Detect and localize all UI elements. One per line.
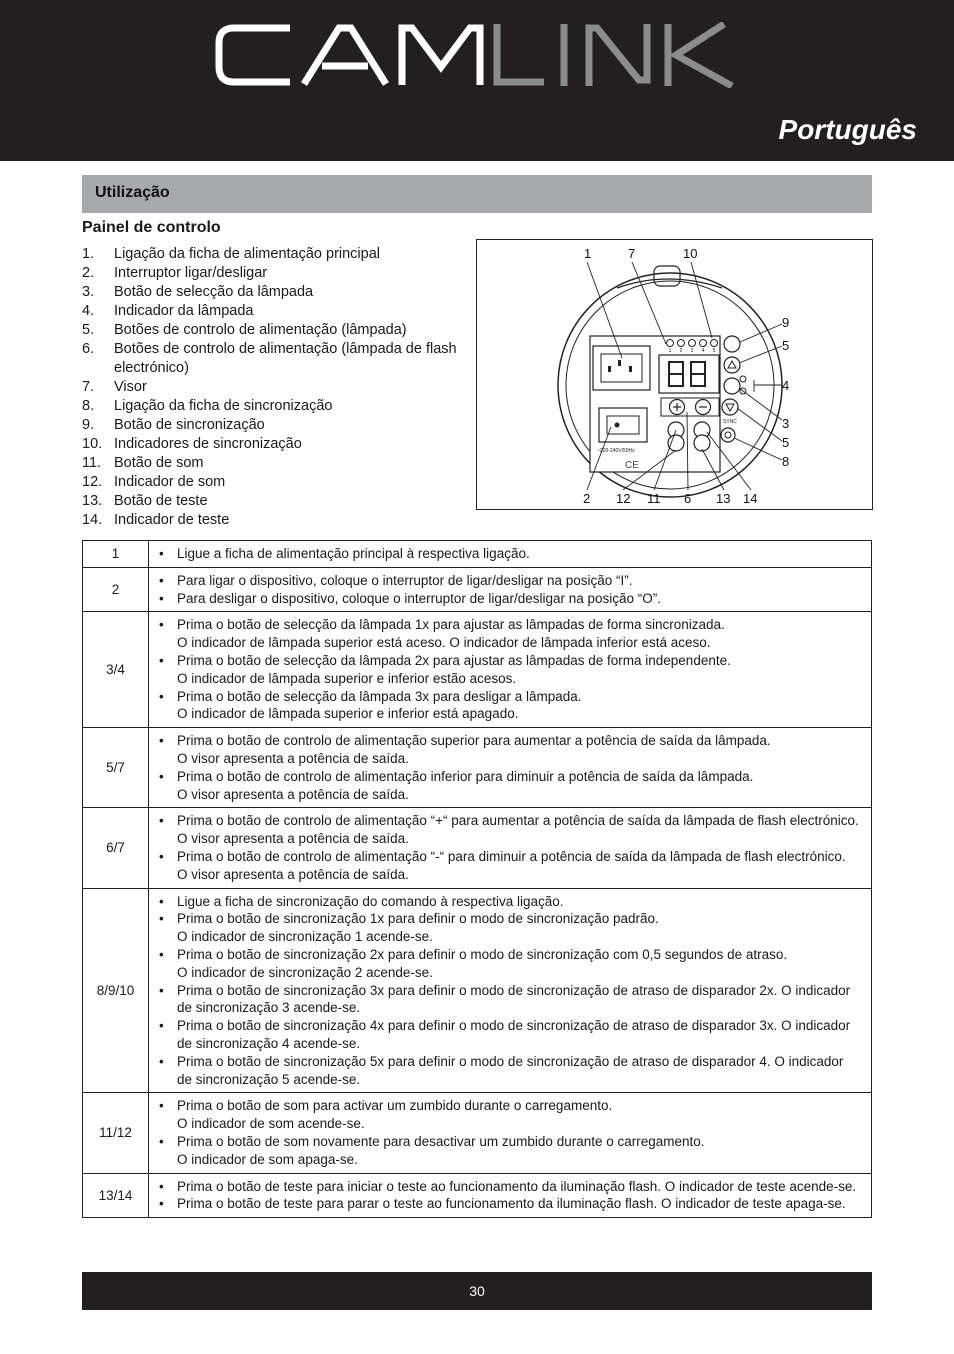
- bullet-item: • Prima o botão de controlo de alimentação “-“ para diminuir a potência de saída da lâmpada de flash electrónico. O visor apresenta a potência de saída.: [157, 848, 861, 884]
- control-panel-figure: [476, 239, 873, 510]
- sync-indicator-3-label: 3: [690, 348, 694, 354]
- parts-list-item: [82, 302, 462, 321]
- camlink-logo: [214, 22, 740, 88]
- callout-8: 8: [782, 454, 790, 469]
- bullet-item: • Ligue a ficha de alimentação principal à respectiva ligação.: [157, 545, 861, 563]
- parts-list-item: [82, 321, 462, 340]
- parts-list-text: Indicador da lâmpada: [114, 303, 254, 319]
- parts-list-number: 4.: [82, 303, 95, 319]
- bullet-item: • Prima o botão de selecção da lâmpada 1x para ajustar as lâmpadas de forma sincronizada. O indicador de lâmpada superior está aceso. O indicador de lâmpada inferior está aceso.: [157, 616, 861, 652]
- table-row: [83, 728, 872, 808]
- bullet-item: • Prima o botão de sincronização 4x para definir o modo de sincronização de atraso de disparador 3x. O indicador de sincronização 4 acende-se.: [157, 1017, 861, 1053]
- table-row-description: [149, 567, 872, 612]
- parts-list-text: Botões de controlo de alimentação (lâmpada de flash electrónico): [114, 341, 457, 376]
- table-row-description: [149, 612, 872, 728]
- parts-list-number: 6.: [82, 341, 95, 357]
- table-row: [83, 888, 872, 1093]
- table-row-code: 11/12: [83, 1093, 149, 1173]
- ce-mark: CE: [625, 460, 639, 471]
- parts-list-item: [82, 245, 462, 264]
- parts-list-item: [82, 416, 462, 435]
- table-row: [83, 612, 872, 728]
- bullet-item: • Prima o botão de sincronização 5x para definir o modo de sincronização de atraso de disparador 4. O indicador de sincronização 5 acende-se.: [157, 1053, 861, 1089]
- bullet-item: • Prima o botão de selecção da lâmpada 3x para desligar a lâmpada. O indicador de lâmpada superior e inferior está apagado.: [157, 688, 861, 724]
- parts-list-text: Indicador de teste: [114, 512, 230, 528]
- table-row-description: [149, 541, 872, 568]
- callout-2: 2: [583, 491, 591, 506]
- table-row-code: 1: [83, 541, 149, 568]
- parts-list-text: Botões de controlo de alimentação (lâmpada): [114, 322, 407, 338]
- table-row-code: 3/4: [83, 612, 149, 728]
- sync-socket[interactable]: [721, 428, 735, 442]
- callout-14: 14: [743, 491, 758, 506]
- table-row-description: [149, 1093, 872, 1173]
- voltage-label: ~220-240V/50Hz: [597, 448, 635, 454]
- parts-list-item: [82, 283, 462, 302]
- sync-indicator-2-label: 2: [679, 348, 683, 354]
- table-row-code: 6/7: [83, 808, 149, 888]
- table-row: [83, 1173, 872, 1218]
- bullet-item: • Para desligar o dispositivo, coloque o interruptor de ligar/desligar na posição “O”.: [157, 590, 861, 608]
- sync-button[interactable]: [724, 336, 740, 352]
- parts-list-item: [82, 378, 462, 397]
- parts-list-item: [82, 264, 462, 283]
- bullet-item: • Prima o botão de controlo de alimentação “+“ para aumentar a potência de saída da lâmpada de flash electrónico. O visor apresenta a potência de saída.: [157, 812, 861, 848]
- callout-1: 1: [584, 246, 592, 261]
- page-number: 30: [469, 1283, 485, 1299]
- section-bar: [82, 175, 872, 213]
- bullet-item: • Prima o botão de som para activar um zumbido durante o carregamento. O indicador de som acende-se.: [157, 1097, 861, 1133]
- parts-list-text: Indicadores de sincronização: [114, 436, 302, 452]
- parts-list-text: Botão de sincronização: [114, 417, 265, 433]
- parts-list-text: Botão de som: [114, 455, 204, 471]
- table-row: [83, 541, 872, 568]
- parts-list-item: [82, 473, 462, 492]
- bullet-item: • Prima o botão de selecção da lâmpada 2x para ajustar as lâmpadas de forma independente. O indicador de lâmpada superior e inferior estão acesos.: [157, 652, 861, 688]
- flash-plus-button[interactable]: [670, 400, 685, 415]
- parts-list-number: 13.: [82, 493, 103, 509]
- parts-list-item: [82, 454, 462, 473]
- bullet-item: • Ligue a ficha de sincronização do comando à respectiva ligação.: [157, 893, 861, 911]
- bullet-item: • Prima o botão de sincronização 2x para definir o modo de sincronização com 0,5 segundos de atraso. O indicador de sincronização 2 acende-se.: [157, 946, 861, 982]
- parts-list-text: Botão de selecção da lâmpada: [114, 284, 314, 300]
- sync-indicator-4-label: 4: [701, 348, 705, 354]
- callout-5a: 5: [782, 338, 790, 353]
- sync-label: SYNC: [723, 419, 737, 425]
- bullet-item: • Prima o botão de teste para parar o teste ao funcionamento da iluminação flash. O indicador de teste apaga-se.: [157, 1195, 861, 1213]
- page-header: [0, 0, 954, 161]
- subheading: Painel de controlo: [82, 219, 221, 236]
- table-row-description: [149, 1173, 872, 1218]
- parts-list-number: 11.: [82, 455, 102, 471]
- parts-list-number: 14.: [82, 512, 103, 528]
- callout-6: 6: [684, 491, 692, 506]
- sync-indicator-5-label: 5: [712, 348, 716, 354]
- callout-12: 12: [616, 491, 631, 506]
- table-row-code: 8/9/10: [83, 888, 149, 1093]
- operations-table: [82, 540, 872, 1218]
- lamp-power-up-button[interactable]: [724, 357, 740, 373]
- callout-9: 9: [782, 315, 790, 330]
- callout-13: 13: [716, 491, 731, 506]
- parts-list-text: Indicador de som: [114, 474, 226, 490]
- lamp-power-down-button[interactable]: [722, 399, 738, 415]
- bullet-item: • Prima o botão de som novamente para desactivar um zumbido durante o carregamento. O indicador de som apaga-se.: [157, 1133, 861, 1169]
- parts-list-text: Botão de teste: [114, 493, 208, 509]
- parts-list-text: Visor: [114, 379, 147, 395]
- bullet-item: • Prima o botão de teste para iniciar o teste ao funcionamento da iluminação flash. O indicador de teste acende-se.: [157, 1178, 861, 1196]
- parts-list-item: [82, 435, 462, 454]
- parts-list-number: 3.: [82, 284, 95, 300]
- page-footer: [82, 1272, 872, 1310]
- sync-indicator-1-label: 1: [668, 348, 672, 354]
- lamp-select-button[interactable]: [724, 378, 740, 394]
- table-row-description: [149, 888, 872, 1093]
- table-row-code: 2: [83, 567, 149, 612]
- parts-list-text: Ligação da ficha de alimentação principal: [114, 246, 381, 262]
- parts-list-text: Ligação da ficha de sincronização: [114, 398, 333, 414]
- lamp-indicator-upper: [740, 376, 746, 382]
- table-row-description: [149, 808, 872, 888]
- parts-list: [82, 245, 462, 530]
- table-row-code: 13/14: [83, 1173, 149, 1218]
- table-row-description: [149, 728, 872, 808]
- section-title: Utilização: [95, 184, 170, 201]
- parts-list-number: 9.: [82, 417, 95, 433]
- test-button[interactable]: [694, 422, 710, 451]
- parts-list-number: 5.: [82, 322, 95, 338]
- flash-minus-button[interactable]: [696, 400, 711, 415]
- parts-list-number: 8.: [82, 398, 95, 414]
- callout-10: 10: [683, 246, 698, 261]
- parts-list-item: [82, 511, 462, 530]
- parts-list-number: 12.: [82, 474, 103, 490]
- parts-list-item: [82, 492, 462, 511]
- parts-list-number: 7.: [82, 379, 95, 395]
- parts-list-number: 1.: [82, 246, 95, 262]
- parts-list-text: Interruptor ligar/desligar: [114, 265, 268, 281]
- parts-list-item: [82, 340, 462, 378]
- callout-4: 4: [782, 378, 790, 393]
- parts-list-number: 2.: [82, 265, 95, 281]
- parts-list-number: 10.: [82, 436, 103, 452]
- bullet-item: • Prima o botão de controlo de alimentação superior para aumentar a potência de saída da lâmpada. O visor apresenta a potência de saída.: [157, 732, 861, 768]
- table-row: [83, 808, 872, 888]
- bullet-item: • Prima o botão de sincronização 1x para definir o modo de sincronização padrão. O indicador de sincronização 1 acende-se.: [157, 910, 861, 946]
- language-title: Português: [778, 114, 917, 145]
- callout-3: 3: [782, 416, 790, 431]
- callout-5b: 5: [782, 435, 790, 450]
- parts-list-item: [82, 397, 462, 416]
- sound-button[interactable]: [668, 422, 684, 451]
- table-row-code: 5/7: [83, 728, 149, 808]
- bullet-item: • Prima o botão de controlo de alimentação inferior para diminuir a potência de saída da lâmpada. O visor apresenta a potência de saída.: [157, 768, 861, 804]
- callout-11: 11: [647, 491, 661, 506]
- table-row: [83, 567, 872, 612]
- bullet-item: • Prima o botão de sincronização 3x para definir o modo de sincronização de atraso de disparador 2x. O indicador de sincronização 3 acende-se.: [157, 982, 861, 1018]
- table-row: [83, 1093, 872, 1173]
- control-panel-diagram: [477, 240, 874, 511]
- bullet-item: • Para ligar o dispositivo, coloque o interruptor de ligar/desligar na posição “I”.: [157, 572, 861, 590]
- callout-7: 7: [628, 246, 636, 261]
